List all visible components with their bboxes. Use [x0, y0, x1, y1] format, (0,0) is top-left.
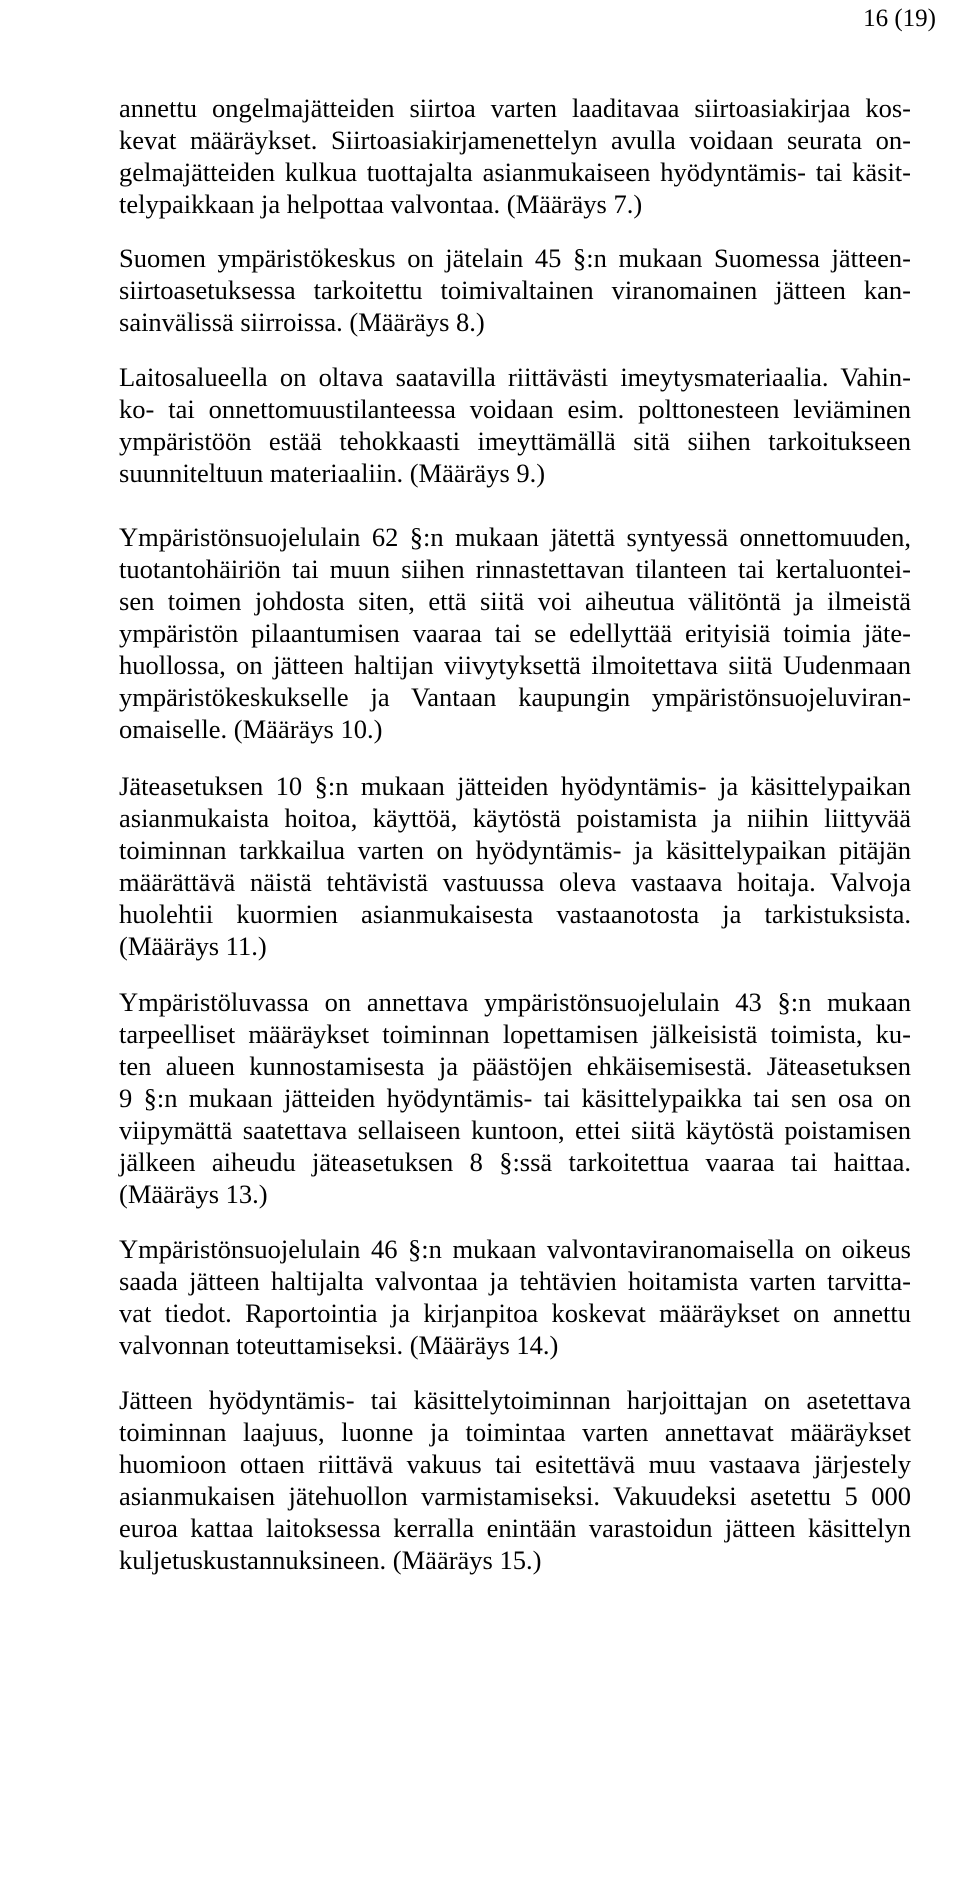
text-line: määrättävä näistä tehtävistä vastuussa oleva vastaava hoitaja. Valvoja	[119, 867, 911, 897]
text-line: tarpeelliset määräykset toiminnan lopettamisen jälkeisistä toimista, ku-	[119, 1019, 911, 1049]
text-line: ympäristön pilaantumisen vaaraa tai se edellyttää erityisiä toimia jäte-	[119, 618, 911, 648]
text-line: asianmukaista hoitoa, käyttöä, käytöstä poistamista ja niihin liittyvää	[119, 803, 911, 833]
text-line: Jätteen hyödyntämis- tai käsittelytoiminnan harjoittajan on asetettava	[119, 1385, 911, 1415]
text-line: ympäristökeskukselle ja Vantaan kaupungin ympäristönsuojeluviran-	[119, 682, 911, 712]
text-line: kuljetuskustannuksineen. (Määräys 15.)	[119, 1545, 542, 1575]
text-line: euroa kattaa laitoksessa kerralla enintään varastoidun jätteen käsittelyn	[119, 1513, 911, 1543]
page-number: 16 (19)	[863, 5, 936, 32]
text-line: gelmajätteiden kulkua tuottajalta asianmukaiseen hyödyntämis- tai käsit-	[119, 157, 911, 187]
text-line: valvonnan toteuttamiseksi. (Määräys 14.)	[119, 1330, 559, 1360]
text-line: Jäteasetuksen 10 §:n mukaan jätteiden hyödyntämis- ja käsittelypaikan	[119, 771, 911, 801]
text-line: ten alueen kunnostamisesta ja päästöjen ehkäisemisestä. Jäteasetuksen	[119, 1051, 911, 1081]
text-line: (Määräys 13.)	[119, 1179, 268, 1209]
text-line: huolehtii kuormien asianmukaisesta vastaanotosta ja tarkistuksista.	[119, 899, 911, 929]
text-line: saada jätteen haltijalta valvontaa ja tehtävien hoitamista varten tarvitta-	[119, 1266, 911, 1296]
text-line: omaiselle. (Määräys 10.)	[119, 714, 383, 744]
text-line: (Määräys 11.)	[119, 931, 267, 961]
text-line: jälkeen aiheudu jäteasetuksen 8 §:ssä tarkoitettua vaaraa tai haittaa.	[119, 1147, 911, 1177]
text-line: Ympäristönsuojelulain 62 §:n mukaan jätettä syntyessä onnettomuuden,	[119, 522, 911, 552]
text-line: tuotantohäiriön tai muun siihen rinnastettavan tilanteen tai kertaluontei-	[119, 554, 911, 584]
text-line: telypaikkaan ja helpottaa valvontaa. (Määräys 7.)	[119, 189, 643, 219]
text-line: toiminnan laajuus, luonne ja toimintaa varten annettavat määräykset	[119, 1417, 911, 1447]
text-line: Ympäristöluvassa on annettava ympäristönsuojelulain 43 §:n mukaan	[119, 987, 911, 1017]
text-line: huomioon ottaen riittävä vakuus tai esitettävä muu vastaava järjestely	[119, 1449, 911, 1479]
text-line: sainvälissä siirroissa. (Määräys 8.)	[119, 307, 485, 337]
text-line: ko- tai onnettomuustilanteessa voidaan esim. polttonesteen leviäminen	[119, 394, 911, 424]
text-line: annettu ongelmajätteiden siirtoa varten laaditavaa siirtoasiakirjaa kos-	[119, 93, 911, 123]
text-line: viipymättä saatettava sellaiseen kuntoon, ettei siitä käytöstä poistamisen	[119, 1115, 911, 1145]
text-line: suunniteltuun materiaaliin. (Määräys 9.)	[119, 458, 546, 488]
text-line: Ympäristönsuojelulain 46 §:n mukaan valvontaviranomaisella on oikeus	[119, 1234, 911, 1264]
text-line: sen toimen johdosta siten, että siitä voi aiheutua välitöntä ja ilmeistä	[119, 586, 911, 616]
text-line: huollossa, on jätteen haltijan viivytyksettä ilmoitettava siitä Uudenmaan	[119, 650, 911, 680]
text-line: toiminnan tarkkailua varten on hyödyntämis- ja käsittelypaikan pitäjän	[119, 835, 911, 865]
text-line: asianmukaisen jätehuollon varmistamiseksi. Vakuudeksi asetettu 5 000	[119, 1481, 911, 1511]
text-line: ympäristöön estää tehokkaasti imeyttämällä sitä siihen tarkoitukseen	[119, 426, 911, 456]
text-line: kevat määräykset. Siirtoasiakirjamenettelyn avulla voidaan seurata on-	[119, 125, 911, 155]
text-line: Laitosalueella on oltava saatavilla riittävästi imeytysmateriaalia. Vahin-	[119, 362, 911, 392]
text-line: vat tiedot. Raportointia ja kirjanpitoa koskevat määräykset on annettu	[119, 1298, 911, 1328]
text-line: Suomen ympäristökeskus on jätelain 45 §:n mukaan Suomessa jätteen-	[119, 243, 911, 273]
text-line: siirtoasetuksessa tarkoitettu toimivaltainen viranomainen jätteen kan-	[119, 275, 911, 305]
text-line: 9 §:n mukaan jätteiden hyödyntämis- tai käsittelypaikka tai sen osa on	[119, 1083, 911, 1113]
